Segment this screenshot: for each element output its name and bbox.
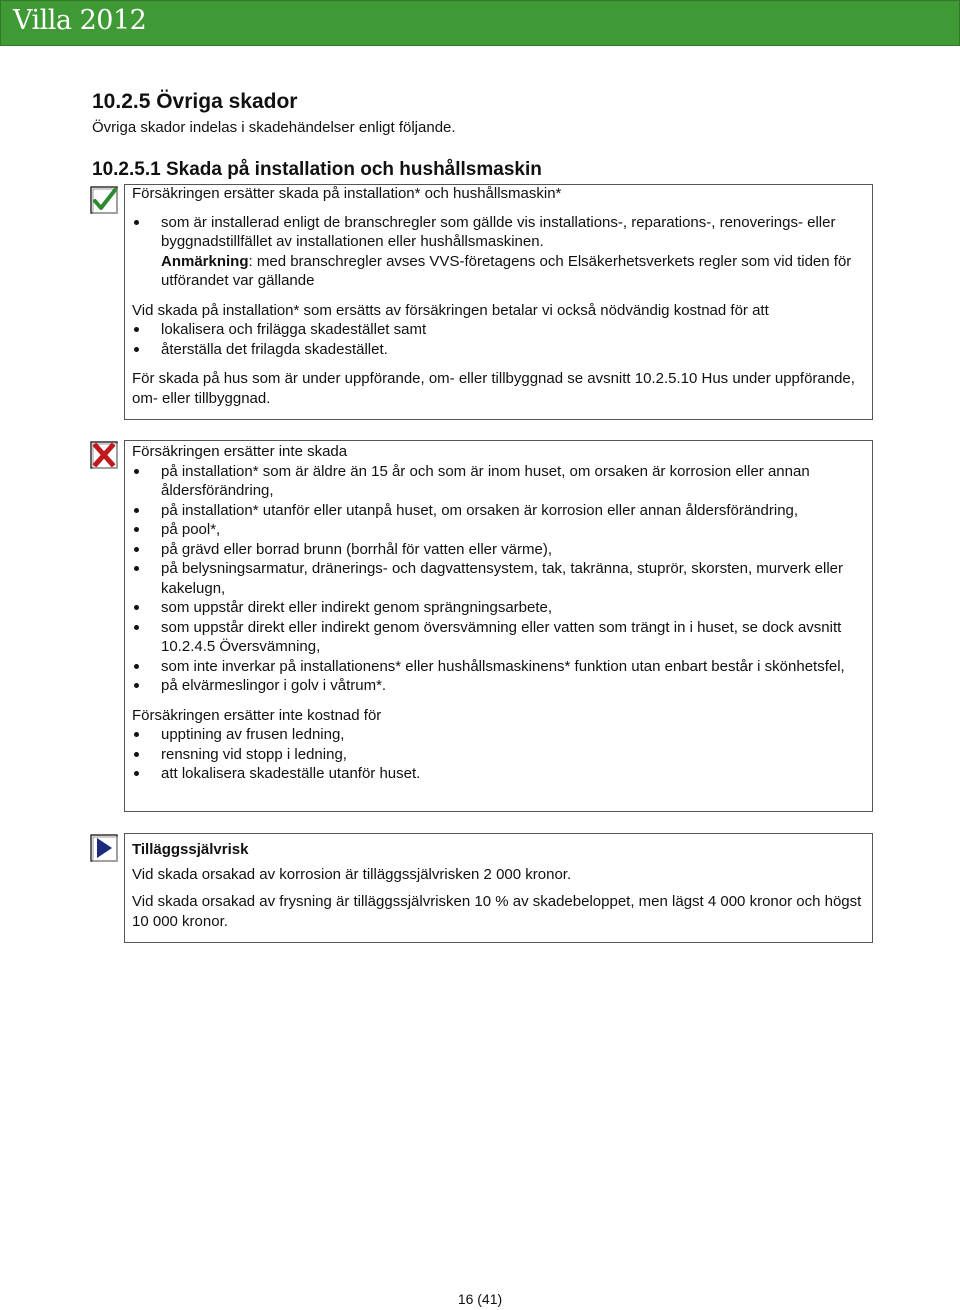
excluded-list-2 (132, 725, 865, 784)
section-heading: 10.2.5 Övriga skador (92, 90, 298, 113)
covered-para3: För skada på hus som är under uppförande, om- eller tillbyggnad se avsnitt 10.2.5.10 Hus under uppförande, om- eller tillbyggnad. (132, 370, 855, 407)
list-item: som inte inverkar på installationens* eller hushållsmaskinens* funktion utan enbart består i skönhetsfel, (132, 657, 865, 677)
list-item: på grävd eller borrad brunn (borrhål för vatten eller värme), (132, 540, 865, 560)
excluded-list (132, 462, 865, 696)
list-item: upptining av frusen ledning, (132, 725, 865, 745)
page-number: 16 (41) (457, 1291, 503, 1307)
covered-lead: Försäkringen ersätter skada på installation* och hushållsmaskin* (132, 185, 562, 202)
list-item: på installation* som är äldre än 15 år och som är inom huset, om orsaken är korrosion eller annan åldersförändring, (132, 462, 865, 501)
arrow-right-icon (90, 834, 118, 862)
checkmark-icon (90, 186, 118, 214)
excluded-box (124, 440, 873, 812)
covered-list (132, 213, 865, 291)
document-title: Villa 2012 (13, 5, 147, 36)
covered-note (161, 252, 865, 291)
document-header (0, 0, 960, 46)
list-item: som uppstår direkt eller indirekt genom sprängningsarbete, (132, 598, 865, 618)
list-item: på belysningsarmatur, dränerings- och dagvattensystem, tak, takränna, stuprör, skorsten, murverk eller kakelugn, (132, 559, 865, 598)
list-item: återställa det frilagda skadestället. (132, 340, 865, 360)
list-item: rensning vid stopp i ledning, (132, 745, 865, 765)
covered-box (124, 184, 873, 420)
section-intro: Övriga skador indelas i skadehändelser enligt följande. (92, 119, 456, 136)
list-item: lokalisera och frilägga skadestället samt (132, 320, 865, 340)
list-item: på installation* utanför eller utanpå huset, om orsaken är korrosion eller annan åldersförändring, (132, 501, 865, 521)
deductible-para1: Vid skada orsakad av korrosion är tilläggssjälvrisken 2 000 kronor. (132, 865, 572, 883)
note-text: : med branschregler avses VVS-företagens och Elsäkerhetsverkets regler som vid tiden för utförandet var gällande (161, 252, 852, 289)
excluded-lead: Försäkringen ersätter inte skada (132, 443, 348, 460)
deductible-box (124, 833, 873, 943)
covered-list-2 (132, 320, 865, 359)
list-item (132, 213, 865, 291)
list-item: på pool*, (132, 520, 865, 540)
subsection-heading: 10.2.5.1 Skada på installation och hushållsmaskin (92, 159, 542, 180)
list-item: på elvärmeslingor i golv i våtrum*. (132, 676, 865, 696)
list-item: som uppstår direkt eller indirekt genom översvämning eller vatten som trängt in i huset, se dock avsnitt 10.2.4.5 Översvämning, (132, 618, 865, 657)
deductible-heading: Tilläggssjälvrisk (132, 841, 249, 858)
covered-item-text: som är installerad enligt de branschregler som gällde vis installations-, reparations-, renoverings- eller byggnadstillfället av installationen eller hushållsmaskinen. (161, 213, 836, 250)
covered-para2: Vid skada på installation* som ersätts av försäkringen betalar vi också nödvändig kostnad för att (132, 301, 769, 319)
note-label: Anmärkning (161, 252, 249, 270)
deductible-para2: Vid skada orsakad av frysning är tilläggssjälvrisken 10 % av skadebeloppet, men lägst 4 000 kronor och högst 10 000 kronor. (132, 893, 862, 930)
list-item: att lokalisera skadeställe utanför huset. (132, 764, 865, 784)
cross-icon (90, 441, 118, 469)
excluded-lead-2: Försäkringen ersätter inte kostnad för (132, 706, 382, 724)
